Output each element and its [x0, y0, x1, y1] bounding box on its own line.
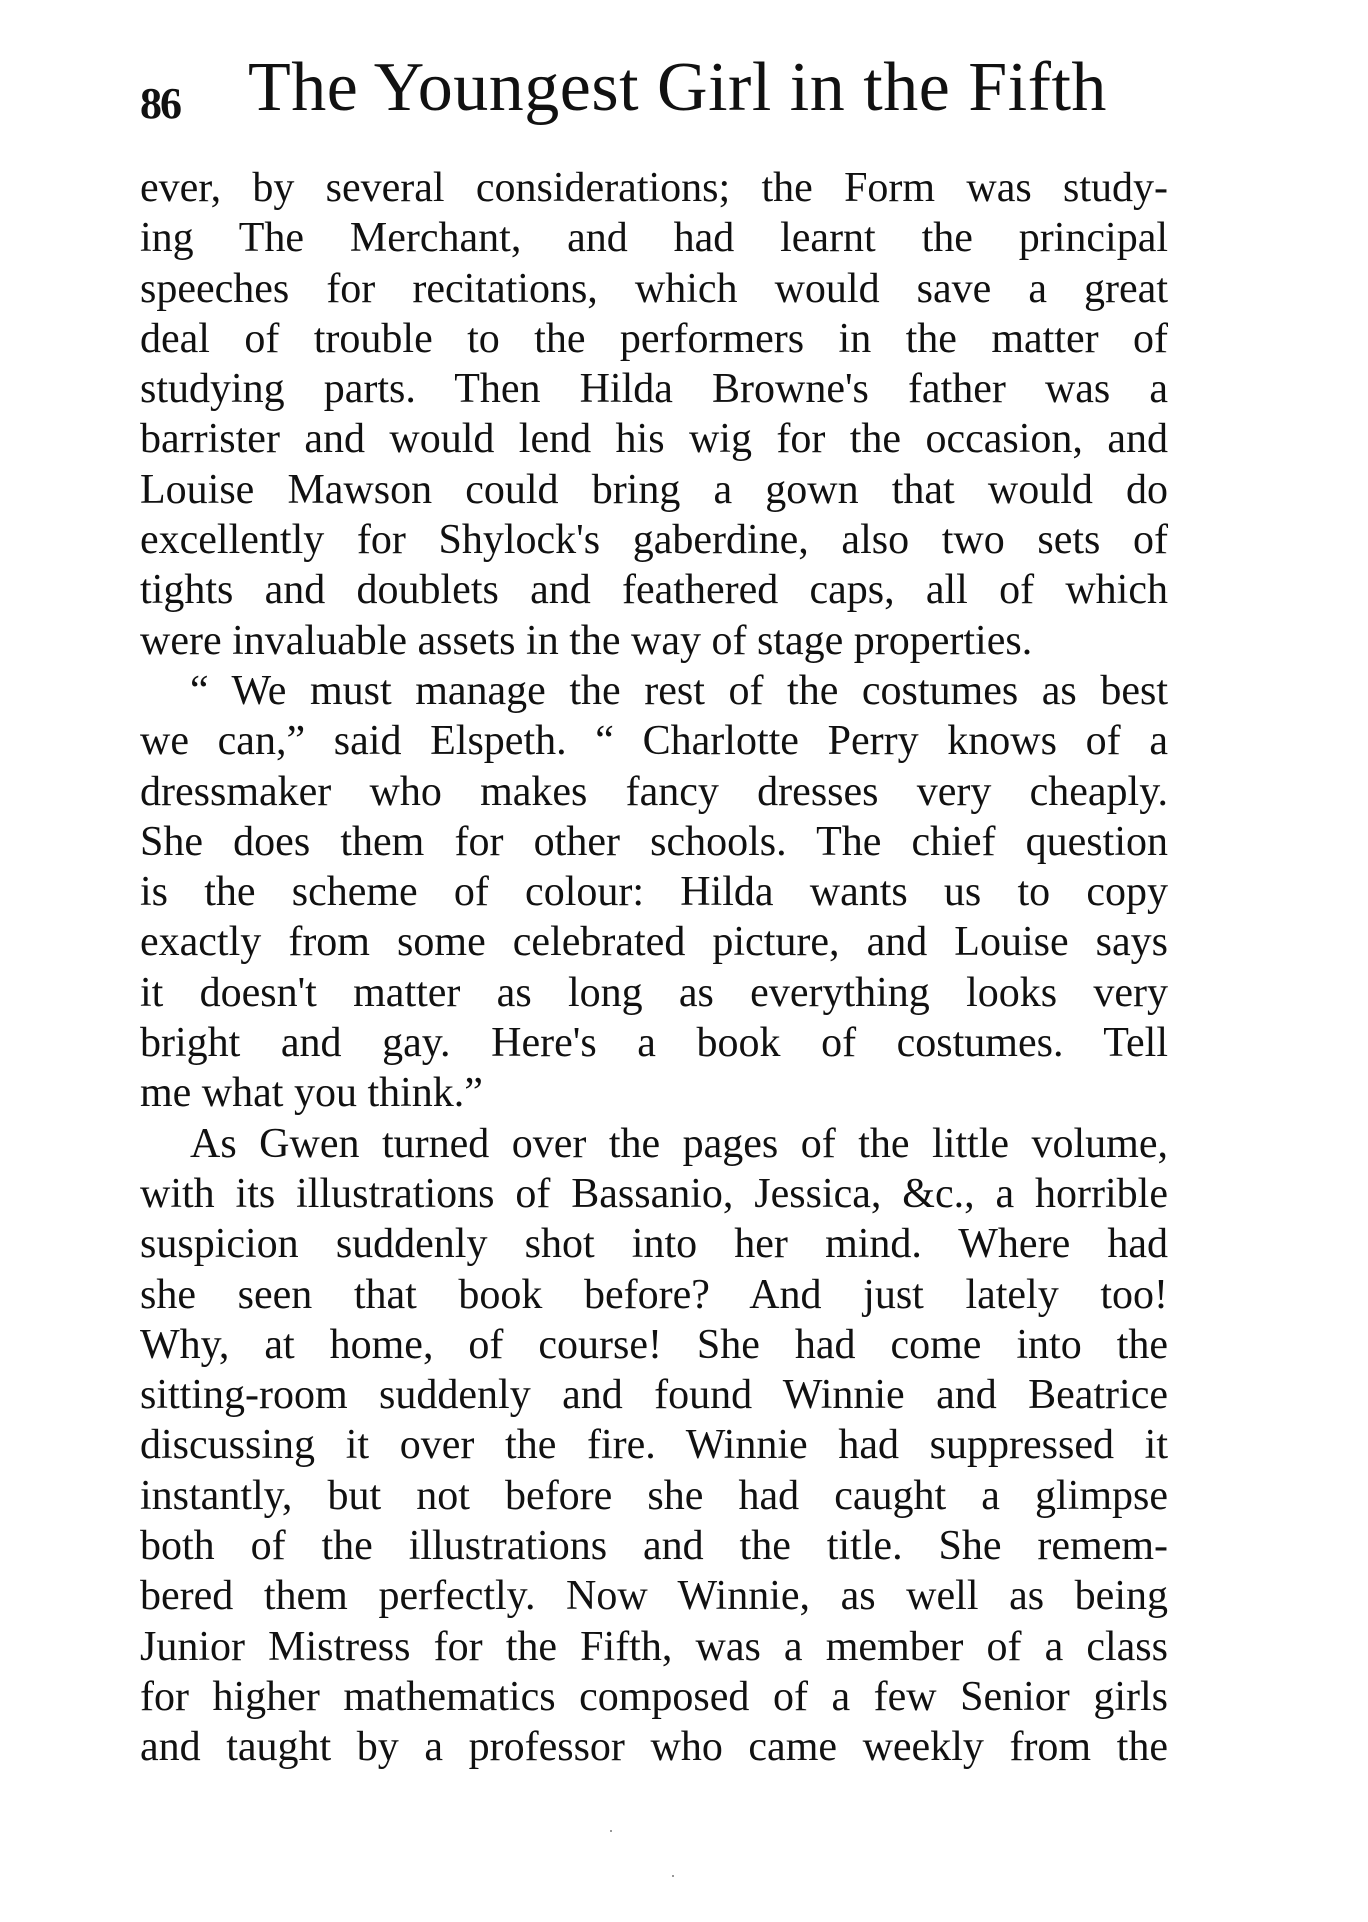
text-line: sitting-room suddenly and found Winnie and Beatrice	[140, 1372, 1168, 1419]
text-line: She does them for other schools. The chief question	[140, 818, 1168, 865]
text-line: were invaluable assets in the way of stage properties.	[140, 617, 1033, 664]
text-line: barrister and would lend his wig for the occasion, and	[140, 416, 1168, 463]
text-line: deal of trouble to the performers in the matter of	[140, 315, 1168, 362]
text-line: both of the illustrations and the title. She remem-	[140, 1523, 1168, 1570]
text-line: me what you think.”	[140, 1070, 483, 1117]
text-line: suspicion suddenly shot into her mind. Where had	[140, 1221, 1168, 1268]
text-line: it doesn't matter as long as everything looks very	[140, 969, 1168, 1016]
text-line: bered them perfectly. Now Winnie, as well as being	[140, 1573, 1168, 1620]
text-line: tights and doublets and feathered caps, all of which	[140, 567, 1168, 614]
text-line: excellently for Shylock's gaberdine, also two sets of	[140, 517, 1168, 564]
text-line: for higher mathematics composed of a few Senior girls	[140, 1673, 1168, 1720]
page-number: 86	[140, 79, 180, 128]
text-line: speeches for recitations, which would save a great	[140, 265, 1168, 312]
text-line: ing The Merchant, and had learnt the principal	[140, 215, 1168, 262]
text-line: Junior Mistress for the Fifth, was a member of a class	[140, 1623, 1168, 1670]
text-line: exactly from some celebrated picture, and Louise says	[140, 919, 1168, 966]
text-line: “ We must manage the rest of the costumes as best	[190, 667, 1168, 714]
paper-speck	[672, 1875, 674, 1877]
text-line: and taught by a professor who came weekly from the	[140, 1724, 1168, 1771]
text-line: Why, at home, of course! She had come into the	[140, 1321, 1168, 1368]
text-line: ever, by several considerations; the Form was study-	[140, 165, 1168, 211]
text-line: discussing it over the fire. Winnie had suppressed it	[140, 1422, 1168, 1469]
text-line: instantly, but not before she had caught a glimpse	[140, 1472, 1168, 1519]
text-line: bright and gay. Here's a book of costumes. Tell	[140, 1020, 1168, 1067]
text-line: we can,” said Elspeth. “ Charlotte Perry knows of a	[140, 718, 1168, 765]
text-line: she seen that book before? And just lately too!	[140, 1271, 1168, 1318]
page-header	[140, 48, 1170, 138]
text-line: with its illustrations of Bassanio, Jessica, &c., a horrible	[140, 1170, 1168, 1217]
paper-speck	[610, 1830, 612, 1832]
text-line: dressmaker who makes fancy dresses very cheaply.	[140, 768, 1168, 815]
running-title: The Youngest Girl in the Fifth	[248, 49, 1107, 126]
text-line: Louise Mawson could bring a gown that would do	[140, 466, 1168, 513]
text-line: studying parts. Then Hilda Browne's father was a	[140, 366, 1168, 413]
text-line: As Gwen turned over the pages of the little volume,	[190, 1120, 1168, 1167]
body-text	[140, 163, 1168, 1773]
text-line: is the scheme of colour: Hilda wants us to copy	[140, 869, 1168, 916]
